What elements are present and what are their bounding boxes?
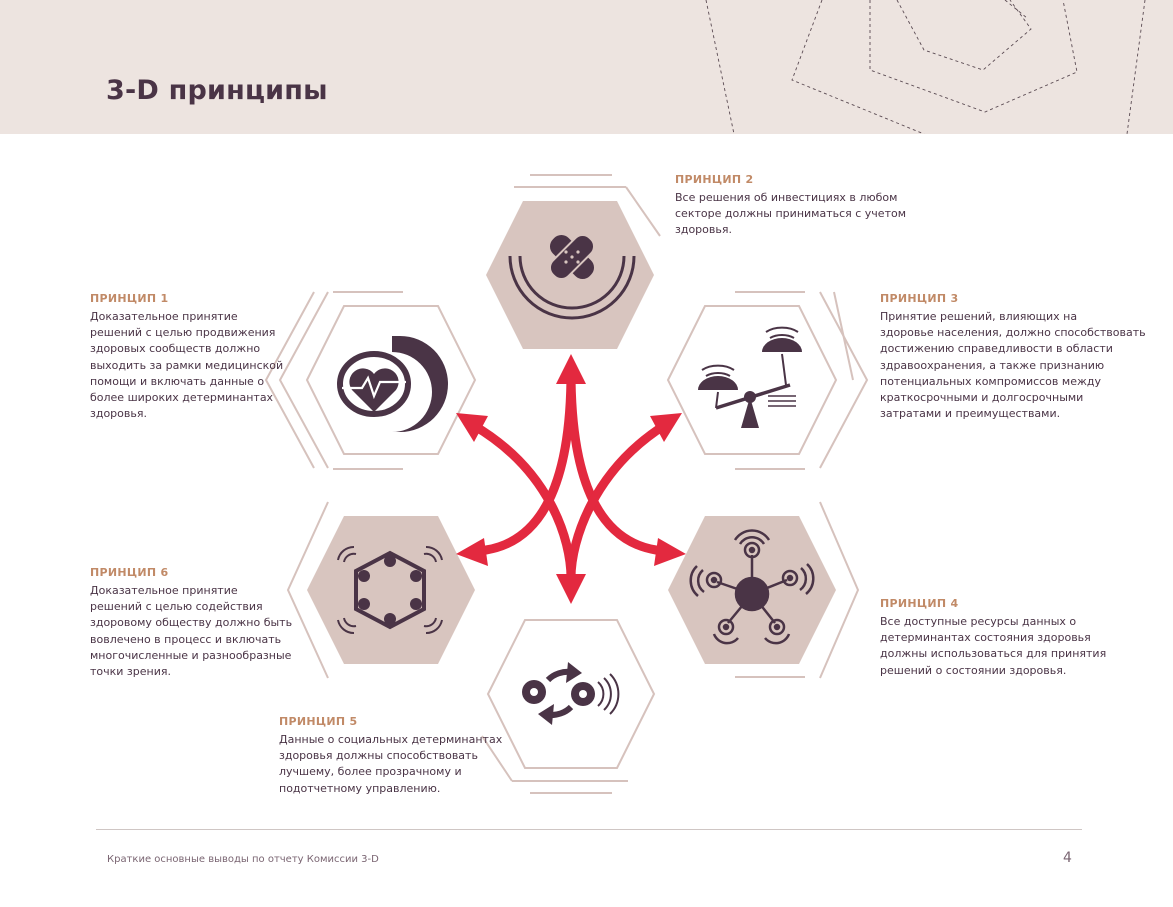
hexagon-principle-6 (288, 502, 475, 678)
principle-4-text: Все доступные ресурсы данных о детерминантах состояния здоровья должны использоваться для принятия решений о состоянии здоровья. (880, 615, 1107, 677)
principle-1-text: Доказательное принятие решений с целью продвижения здоровых сообществ должно выходить за рамки медицинской помощи и включать данные о более широких детерминантах здоровья. (90, 310, 284, 421)
principle-6-text: Доказательное принятие решений с целью содействия здоровому обществу должно быть вовлечено в процесс и включать многочисленные и разнообразные точки зрения. (90, 584, 293, 679)
principle-5 (279, 715, 519, 797)
principle-5-text: Данные о социальных детерминантах здоровья должны способствовать лучшему, более прозрачному и подотчетному управлению. (279, 733, 503, 795)
principle-2 (675, 173, 915, 239)
principle-3-text: Принятие решений, влияющих на здоровье населения, должно способствовать достижению справедливости в области здравоохранения, а также признанию потенциальных компромиссов между краткосрочными и долгосрочными затратами и преимуществами. (880, 310, 1146, 421)
principle-6 (90, 566, 300, 680)
hexagon-principle-1 (266, 292, 475, 469)
principle-3-title: ПРИНЦИП 3 (880, 292, 959, 305)
principle-4 (880, 597, 1120, 679)
red-arrows (456, 354, 686, 604)
principle-6-title: ПРИНЦИП 6 (90, 566, 169, 579)
principle-5-title: ПРИНЦИП 5 (279, 715, 358, 728)
arrow-head-lower-right (654, 538, 686, 566)
principle-1-title: ПРИНЦИП 1 (90, 292, 169, 305)
footer-divider (96, 829, 1082, 830)
hexagon-principle-3 (668, 292, 867, 469)
footer-caption: Краткие основные выводы по отчету Комиссии 3-D (107, 854, 379, 865)
principle-2-text: Все решения об инвестициях в любом секторе должны приниматься с учетом здоровья. (675, 191, 907, 237)
page-title: 3-D принципы (106, 75, 328, 106)
arrow-head-up (556, 354, 586, 384)
hexagon-principle-2 (486, 175, 660, 349)
principle-3 (880, 292, 1150, 422)
principle-1 (90, 292, 290, 422)
hexagon-principle-4 (668, 502, 858, 678)
page-number: 4 (1063, 850, 1072, 866)
principle-2-title: ПРИНЦИП 2 (675, 173, 754, 186)
principle-4-title: ПРИНЦИП 4 (880, 597, 959, 610)
arrow-head-down (556, 574, 586, 604)
